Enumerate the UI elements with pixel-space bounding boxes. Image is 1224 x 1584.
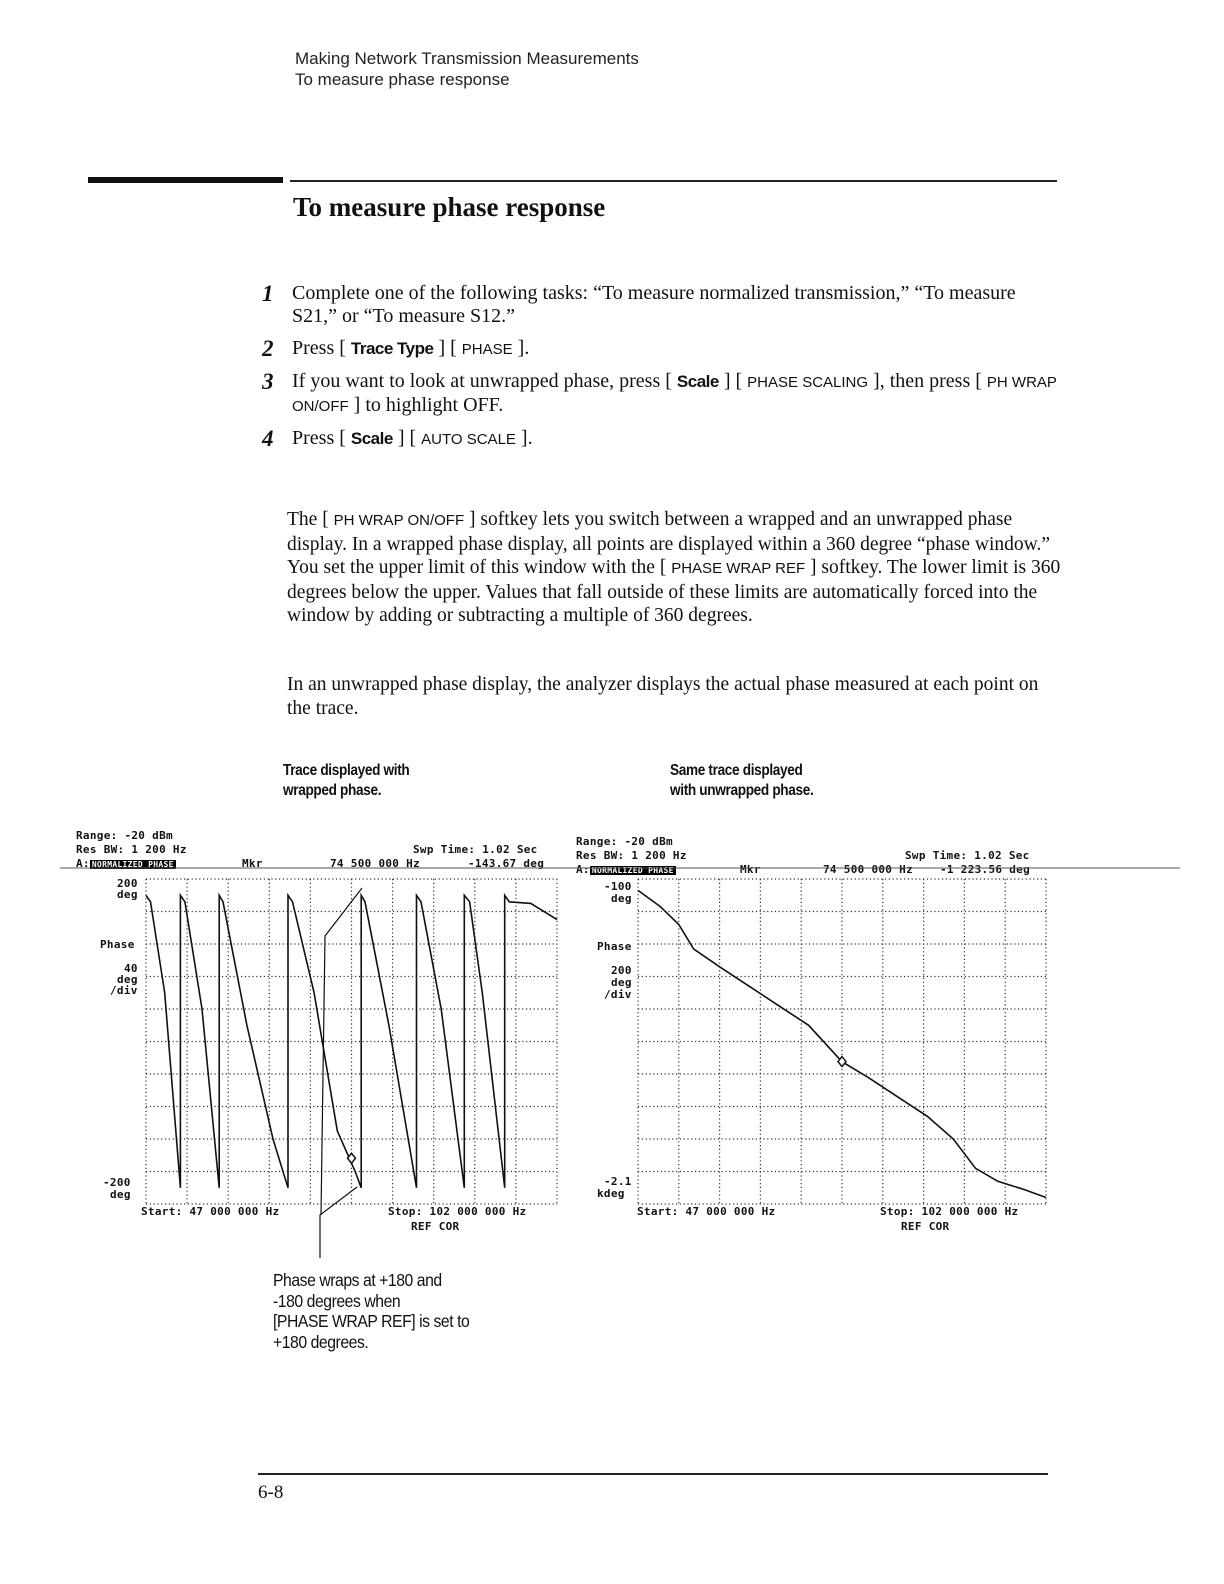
body-text: ].	[512, 337, 530, 359]
right-stop-freq: Stop: 102 000 000 Hz	[880, 1205, 1019, 1218]
body-text: ].	[515, 427, 533, 449]
left-res-bw: Res BW: 1 200 Hz	[76, 843, 187, 856]
left-status: REF COR	[411, 1220, 460, 1233]
right-range: Range: -20 dBm	[576, 835, 673, 848]
softkey-label: PHASE WRAP REF	[671, 560, 806, 577]
softkey-label: PHASE	[461, 341, 513, 358]
body-text: ], then press [	[868, 370, 987, 392]
body-text: Press [	[292, 337, 351, 359]
body-text: ] softkey. The lower limit is 360 degrees below the upper. Values that fall outside of these limits are automatically forced into the window by adding or subtracting a multiple of 360 degrees.	[287, 557, 1061, 626]
footer-rule	[258, 1473, 1048, 1475]
body-text: Press [	[292, 427, 351, 449]
page-title: To measure phase response	[293, 192, 606, 222]
left-start-freq: Start: 47 000 000 Hz	[141, 1205, 280, 1218]
right-start-freq: Start: 47 000 000 Hz	[637, 1205, 776, 1218]
body-text: ] softkey lets you switch between a wrapped and an unwrapped phase display. In a wrapped phase display, all points are displayed within a 360 degree “phase window.” You set the upper limit of this window with the [	[287, 509, 1050, 578]
left-range: Range: -20 dBm	[76, 829, 173, 842]
left-trace-line: A: NORMALIZED PHASE	[76, 857, 174, 870]
page-number: 6-8	[258, 1482, 284, 1503]
caption-wrapped: Trace displayed with wrapped phase.	[283, 762, 410, 799]
left-trace-mode: NORMALIZED PHASE	[91, 860, 174, 869]
left-marker-diamond-icon	[348, 1153, 356, 1163]
softkey-label: AUTO SCALE	[421, 431, 516, 448]
phase-wrap-annotation: Phase wraps at +180 and -180 degrees when [PHASE WRAP REF] is set to +180 degrees.	[273, 1270, 470, 1352]
step-number: 3	[262, 369, 274, 394]
right-mkr-freq: 74 500 000 Hz	[823, 863, 913, 876]
step-number: 2	[262, 336, 274, 361]
left-mkr-freq: 74 500 000 Hz	[330, 857, 420, 870]
left-axis-label: Phase	[100, 938, 135, 951]
left-swp-time: Swp Time: 1.02 Sec	[413, 843, 538, 856]
right-ref-bottom: -2.1	[604, 1175, 632, 1188]
step-number: 4	[262, 426, 274, 451]
right-graticule	[638, 879, 1046, 1204]
body-text: ] [	[718, 370, 748, 392]
annotation-callout-upper	[321, 888, 362, 1215]
hardkey-label: Scale	[350, 429, 393, 448]
hardkey-label: Scale	[676, 372, 719, 391]
caption-unwrapped: Same trace displayed with unwrapped phase.	[670, 762, 814, 799]
step-number: 1	[262, 281, 274, 306]
softkey-label: PHASE SCALING	[747, 374, 869, 391]
chapter-title: Making Network Transmission Measurements	[295, 49, 639, 68]
right-res-bw: Res BW: 1 200 Hz	[576, 849, 687, 862]
right-swp-time: Swp Time: 1.02 Sec	[905, 849, 1030, 862]
body-text: If you want to look at unwrapped phase, press [	[292, 370, 677, 392]
body-text: ] [	[433, 337, 462, 359]
body-text: Complete one of the following tasks: “To measure normalized transmission,” “To measure S21,” or “To measure S12.”	[292, 282, 1016, 327]
annotation-callout-lower	[320, 1187, 357, 1258]
left-mkr-label: Mkr	[242, 857, 263, 870]
right-trace-mode: NORMALIZED PHASE	[591, 866, 674, 875]
hardkey-label: Trace Type	[350, 339, 434, 358]
left-ref-top: 200	[117, 877, 138, 890]
softkey-label: PH WRAP ON/OFF	[333, 512, 465, 529]
left-mkr-value: -143.67 deg	[468, 857, 545, 870]
right-ref-top: -100	[604, 880, 632, 893]
body-text: The [	[287, 509, 334, 530]
right-mkr-label: Mkr	[740, 863, 761, 876]
left-ref-bottom: -200	[103, 1176, 131, 1189]
right-axis-label: Phase	[597, 940, 632, 953]
softkey-label: PH WRAP ON/OFF	[292, 374, 1057, 415]
right-mkr-value: -1 223.56 deg	[940, 863, 1030, 876]
body-text: In an unwrapped phase display, the analyzer displays the actual phase measured at each point on the trace.	[287, 674, 1039, 719]
body-text: ] to highlight OFF.	[348, 394, 504, 416]
right-scale: 200	[611, 964, 632, 977]
left-scale: 40	[124, 962, 138, 975]
section-title: To measure phase response	[295, 70, 510, 89]
right-status: REF COR	[901, 1220, 950, 1233]
body-text: ] [	[392, 427, 422, 449]
left-stop-freq: Stop: 102 000 000 Hz	[388, 1205, 527, 1218]
right-trace-line: A: NORMALIZED PHASE	[576, 863, 674, 876]
